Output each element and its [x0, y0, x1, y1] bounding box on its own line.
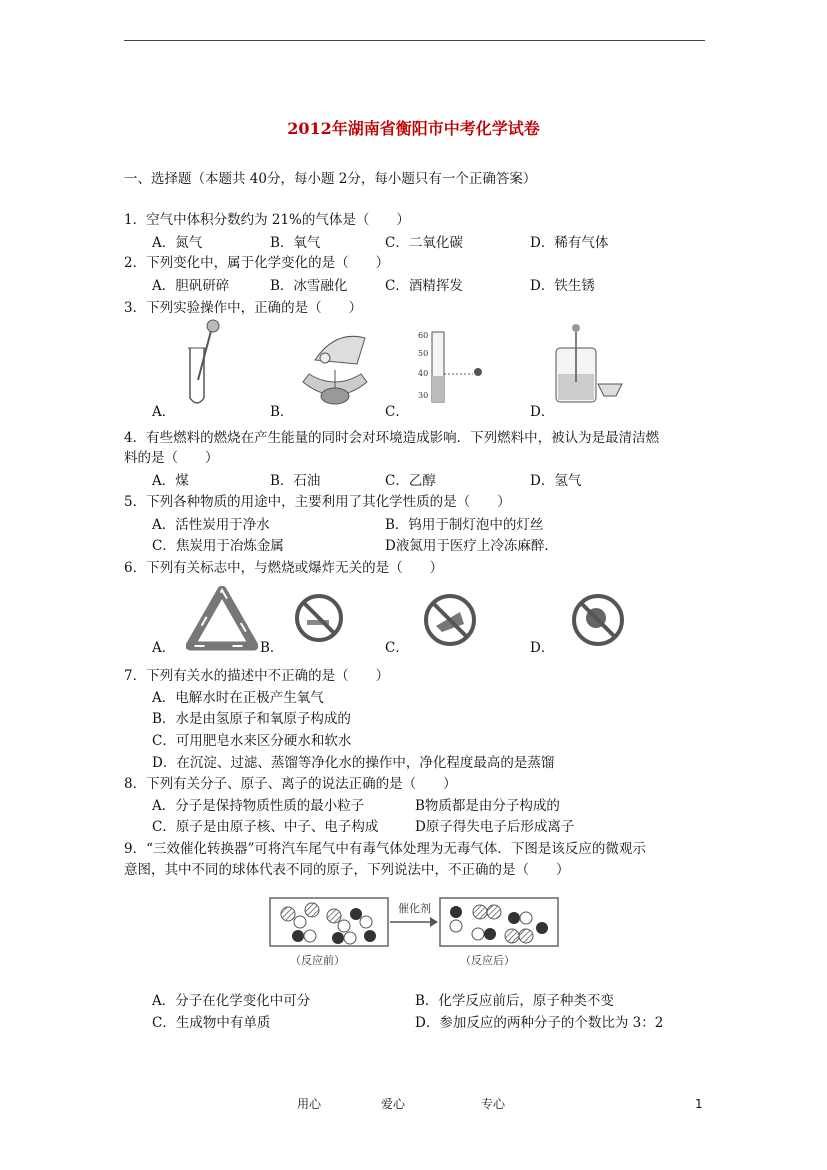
q9-option-b: B．化学反应前后，原子种类不变 — [415, 993, 614, 1009]
q8-option-d: D原子得失电子后形成离子 — [415, 819, 575, 835]
footer-text-1: 用心 — [297, 1097, 322, 1111]
question-3-stem: 3．下列实验操作中，正确的是（ ） — [124, 300, 363, 316]
question-2-stem: 2．下列变化中，属于化学变化的是（ ） — [124, 255, 390, 271]
q4-option-c: C．乙醇 — [385, 473, 436, 489]
footer-text-3: 专心 — [481, 1097, 506, 1111]
before-label: （反应前） — [290, 954, 345, 967]
q6-option-d: D． — [530, 640, 555, 656]
q7-option-d: D．在沉淀、过滤、蒸馏等净化水的操作中，净化程度最高的是蒸馏 — [152, 755, 555, 771]
q5-option-c: C．焦炭用于冶炼金属 — [152, 538, 284, 554]
cylinder-tick-60: 60 — [418, 331, 429, 340]
page-title: 2012年湖南省衡阳市中考化学试卷 — [287, 119, 540, 138]
question-1-stem: 1．空气中体积分数约为 21%的气体是（ ） — [124, 212, 410, 228]
q5-option-d: D液氮用于医疗上冷冻麻醉． — [385, 538, 558, 554]
q1-option-a: A．氮气 — [152, 235, 203, 251]
q8-option-c: C．原子是由原子核、中子、电子构成 — [152, 819, 379, 835]
q3-option-b: B． — [270, 404, 294, 420]
reaction-diagram — [268, 892, 568, 970]
header-rule — [124, 40, 705, 41]
q2-option-d: D．铁生锈 — [530, 278, 595, 294]
q5-option-b: B．钨用于制灯泡中的灯丝 — [385, 517, 544, 533]
q1-option-b: B．氧气 — [270, 235, 321, 251]
after-label: （反应后） — [460, 954, 515, 967]
q8-option-b: B物质都是由分子构成的 — [415, 798, 560, 814]
q4-option-d: D．氢气 — [530, 473, 582, 489]
graduated-cylinder-figure — [418, 328, 498, 408]
cylinder-tick-50: 50 — [418, 349, 429, 358]
recycle-sign-icon — [186, 586, 258, 652]
q3-option-d: D． — [530, 404, 555, 420]
footer-text-2: 爱心 — [381, 1097, 406, 1111]
no-explosives-sign-icon — [570, 592, 626, 648]
question-9-stem: 9．“三效催化转换器”可将汽车尾气中有毒气体处理为无毒气体．下图是该反应的微观示 — [124, 841, 646, 857]
q3-option-a: A． — [152, 404, 176, 420]
question-7-stem: 7．下列有关水的描述中不正确的是（ ） — [124, 668, 390, 684]
q2-option-a: A．胆矾研碎 — [152, 278, 230, 294]
question-4-stem: 4．有些燃料的燃烧在产生能量的同时会对环境造成影响．下列燃料中，被认为是最清洁燃 — [124, 430, 660, 446]
question-5-stem: 5．下列各种物质的用途中，主要利用了其化学性质的是（ ） — [124, 494, 511, 510]
q6-option-b: B． — [260, 640, 284, 656]
question-8-stem: 8．下列有关分子、原子、离子的说法正确的是（ ） — [124, 776, 457, 792]
q6-option-a: A． — [152, 640, 176, 656]
question-9-stem-cont: 意图，其中不同的球体代表不同的原子，下列说法中，不正确的是（ ） — [124, 862, 570, 878]
q7-option-a: A．电解水时在正极产生氧气 — [152, 690, 324, 706]
q7-option-c: C．可用肥皂水来区分硬水和软水 — [152, 733, 352, 749]
q8-option-a: A．分子是保持物质性质的最小粒子 — [152, 798, 365, 814]
q6-option-c: C． — [385, 640, 409, 656]
q1-option-c: C．二氧化碳 — [385, 235, 463, 251]
q1-option-d: D．稀有气体 — [530, 235, 609, 251]
question-6-stem: 6．下列有关标志中，与燃烧或爆炸无关的是（ ） — [124, 560, 444, 576]
page-number: 1 — [695, 1097, 703, 1111]
gas-jar-figure — [548, 322, 628, 408]
test-tube-dropper-figure — [180, 318, 230, 408]
q2-option-b: B．冰雪融化 — [270, 278, 348, 294]
alcohol-lamp-figure — [295, 320, 375, 408]
no-fire-sign-icon — [422, 592, 478, 648]
section-heading: 一、选择题（本题共 40分，每小题 2分，每小题只有一个正确答案） — [124, 171, 537, 187]
question-4-stem-cont: 料的是（ ） — [124, 450, 219, 466]
q7-option-b: B．水是由氢原子和氧原子构成的 — [152, 711, 351, 727]
q2-option-c: C．酒精挥发 — [385, 278, 463, 294]
q9-option-d: D．参加反应的两种分子的个数比为 3：2 — [415, 1015, 664, 1031]
no-smoking-sign-icon — [293, 592, 345, 644]
cylinder-tick-40: 40 — [418, 369, 429, 378]
cylinder-tick-30: 30 — [418, 391, 429, 400]
q4-option-b: B．石油 — [270, 473, 321, 489]
q5-option-a: A．活性炭用于净水 — [152, 517, 270, 533]
q3-option-c: C． — [385, 404, 409, 420]
catalyst-label: 催化剂 — [398, 902, 431, 915]
q9-option-c: C．生成物中有单质 — [152, 1015, 271, 1031]
q4-option-a: A．煤 — [152, 473, 189, 489]
q9-option-a: A．分子在化学变化中可分 — [152, 993, 311, 1009]
